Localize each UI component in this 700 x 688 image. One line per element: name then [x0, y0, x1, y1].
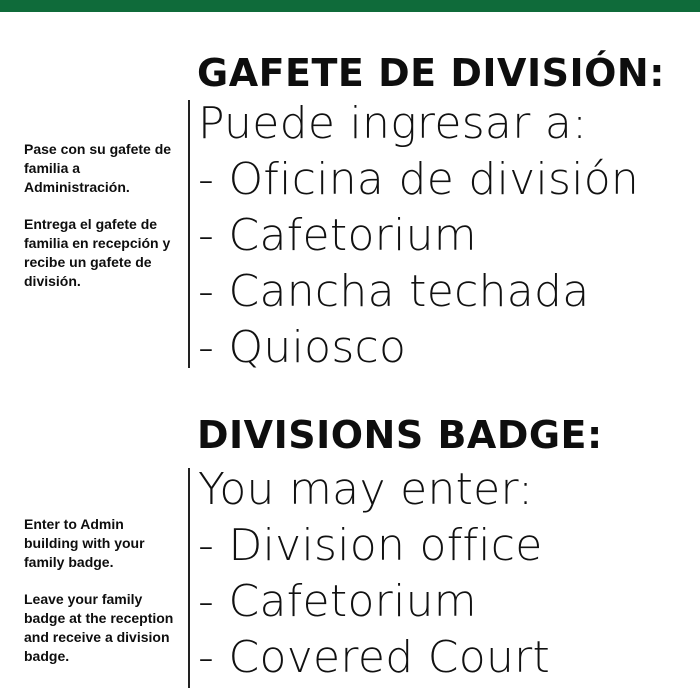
spanish-note-1: Pase con su gafete de familia a Administración. — [24, 141, 172, 195]
spanish-place-item: - Oficina de división — [198, 154, 640, 205]
spanish-side-notes — [24, 140, 180, 309]
spanish-divider — [188, 100, 190, 368]
spanish-place-item: - Cancha techada — [198, 266, 590, 317]
english-side-notes — [24, 515, 180, 684]
english-heading: DIVISIONS BADGE: — [197, 413, 603, 457]
top-green-bar — [0, 0, 700, 12]
spanish-heading: GAFETE DE DIVISIÓN: — [197, 51, 665, 95]
spanish-note-2: Entrega el gafete de familia en recepción y recibe un gafete de división. — [24, 216, 171, 289]
spanish-place-item: - Quiosco — [198, 322, 407, 373]
english-divider — [188, 468, 190, 688]
english-place-item: - Cafetorium — [198, 576, 477, 627]
english-access-list — [198, 462, 550, 686]
english-place-item: - Division office — [198, 520, 543, 571]
spanish-place-item: - Cafetorium — [198, 210, 477, 261]
english-note-2: Leave your family badge at the reception and receive a division badge. — [24, 591, 174, 664]
english-place-item: - Covered Court — [198, 632, 551, 683]
english-intro: You may enter: — [198, 464, 534, 515]
spanish-intro: Puede ingresar a: — [198, 98, 588, 149]
spanish-access-list — [198, 96, 639, 376]
english-note-1: Enter to Admin building with your family badge. — [24, 516, 145, 570]
